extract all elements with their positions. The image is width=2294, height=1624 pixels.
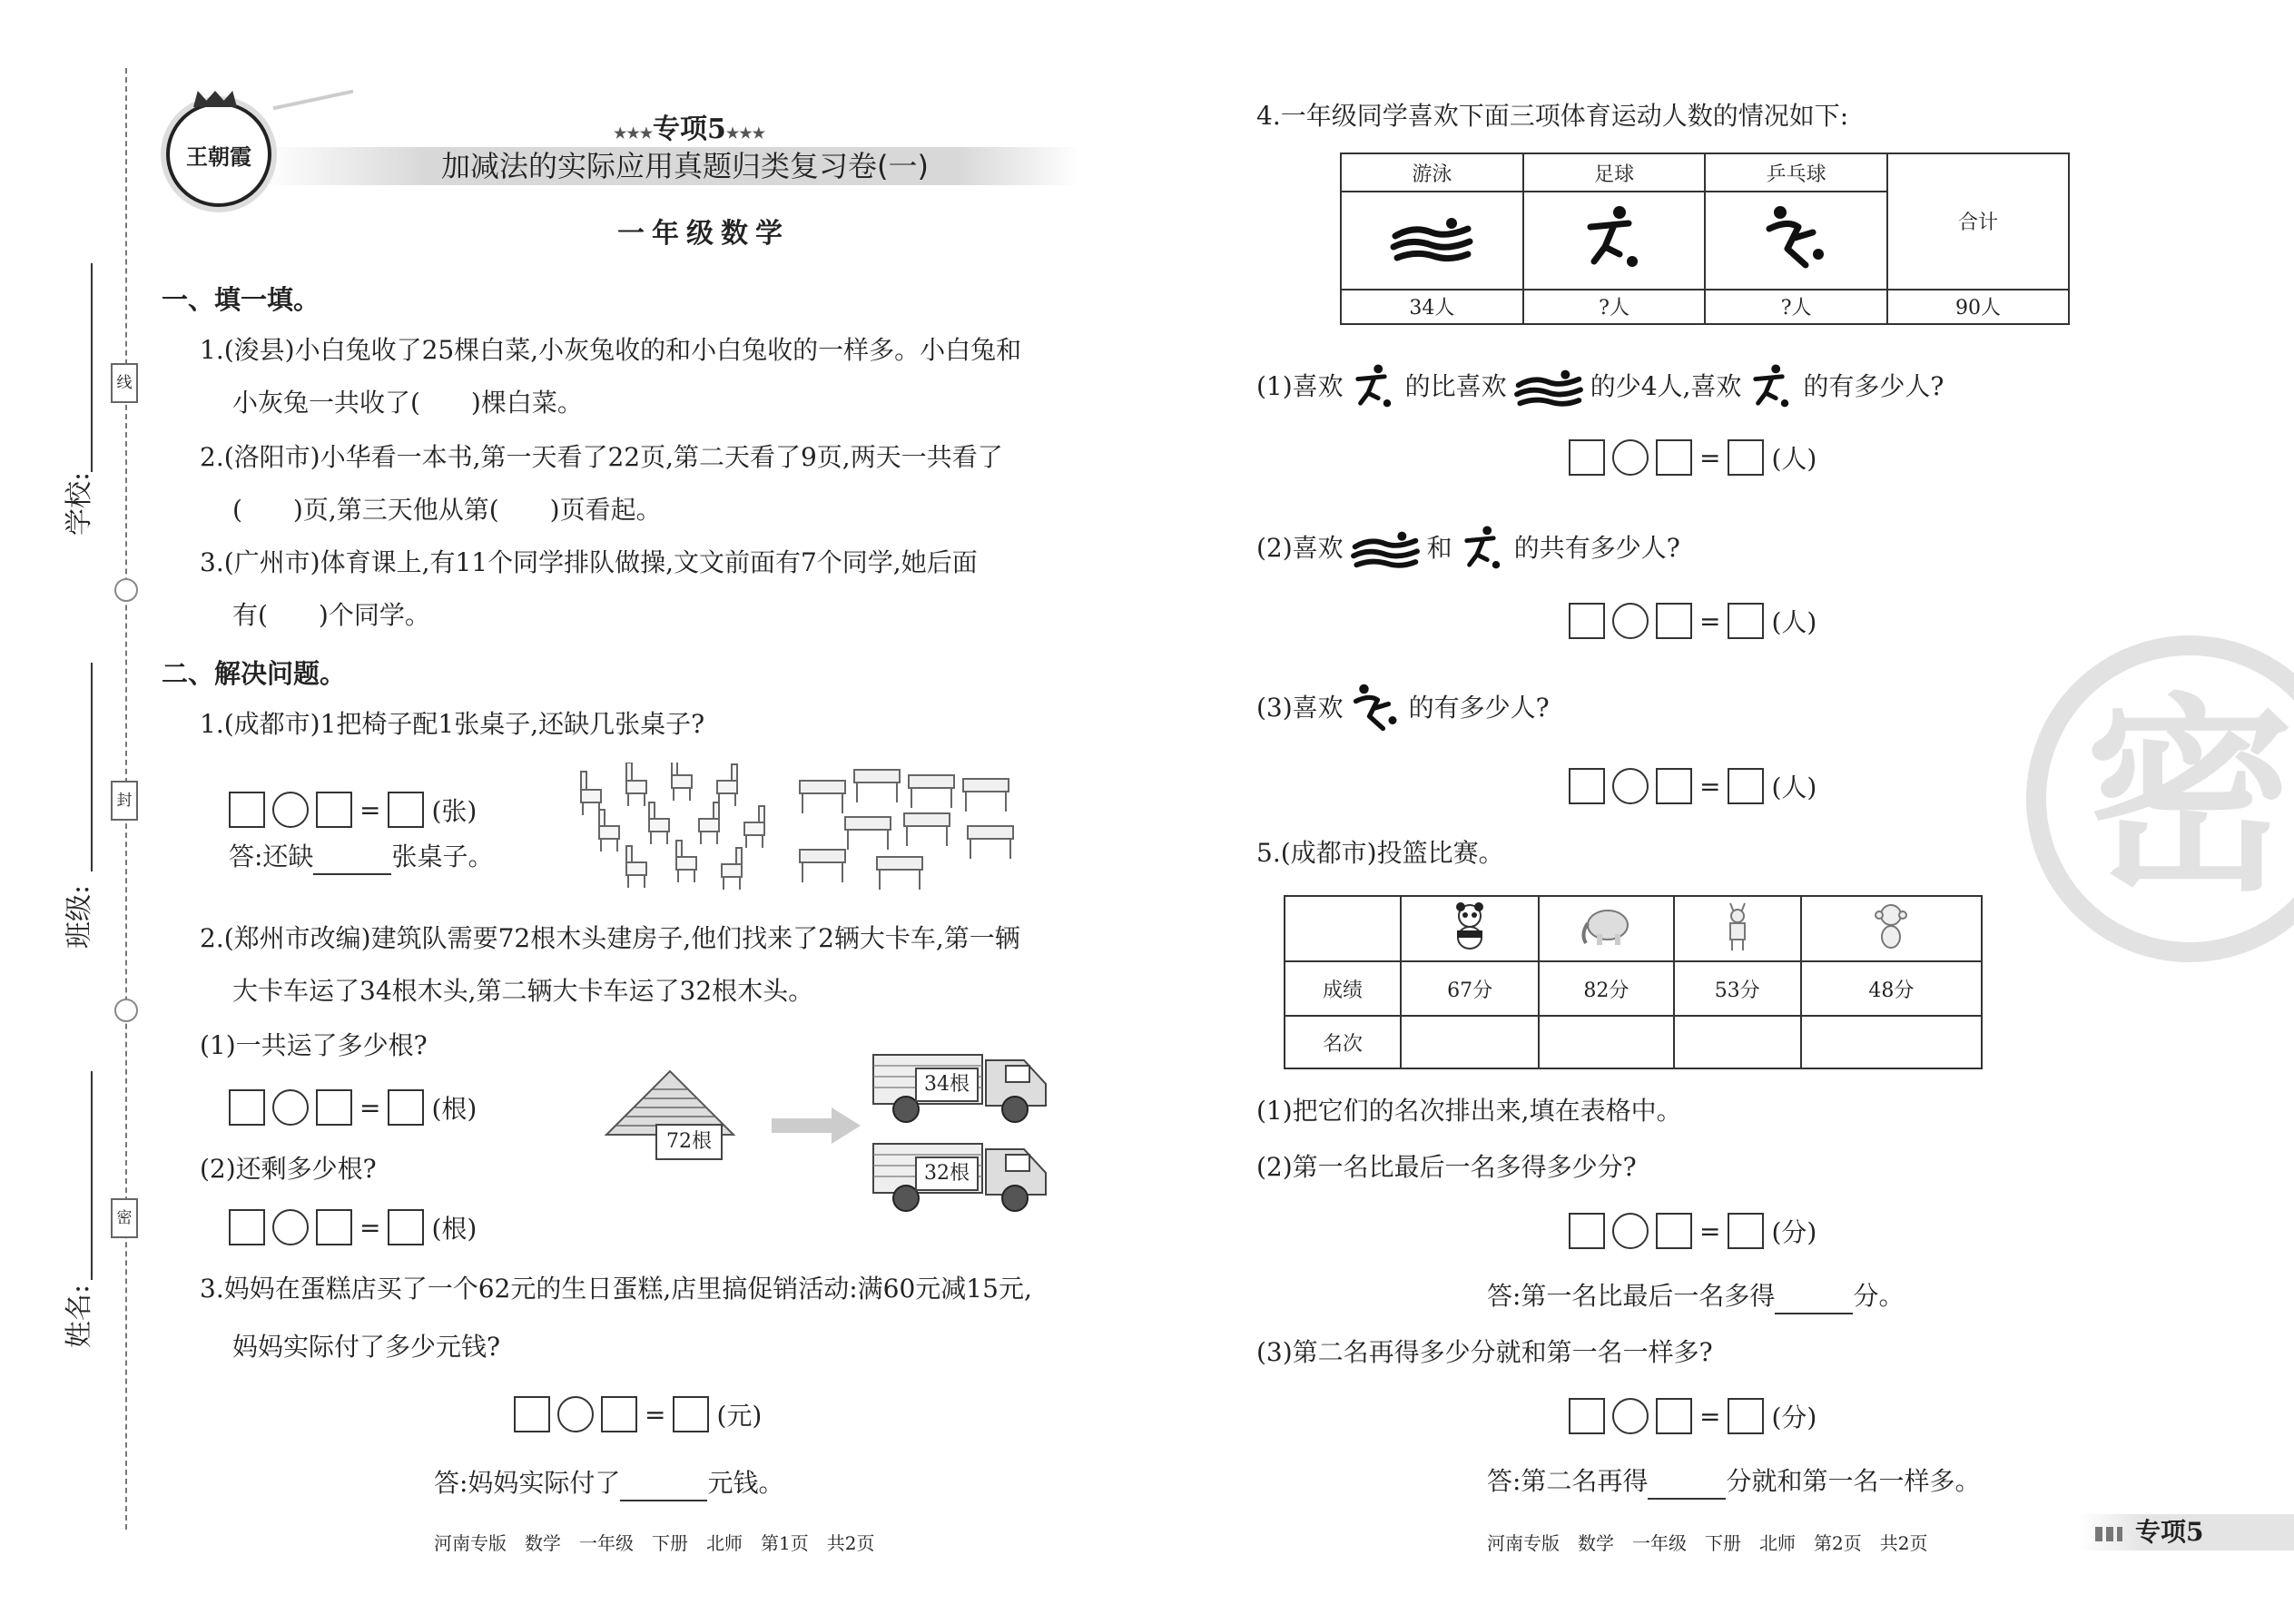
pingpong-cell [1705, 192, 1887, 289]
q4-2-text: (2)喜欢 和 的共有多少人? [1256, 523, 1680, 574]
q2-3-equation: = (元) [514, 1396, 762, 1432]
unit-label: (分) [1771, 1403, 1817, 1432]
arrow-right-icon [832, 1107, 861, 1144]
answer-box[interactable] [316, 792, 352, 828]
answer-box[interactable] [514, 1396, 550, 1432]
chair-icon [649, 802, 669, 844]
answer-box[interactable] [1728, 768, 1764, 804]
answer-blank[interactable] [313, 846, 391, 875]
q5-2-equation: = (分) [1569, 1213, 1816, 1249]
swim-count: 34人 [1341, 290, 1523, 324]
table-icon [845, 817, 891, 850]
section-solve: 二、解决问题。 [162, 658, 347, 689]
operator-circle[interactable] [272, 1209, 309, 1245]
series-label: ★★★专项5★★★ [614, 113, 765, 145]
operator-circle[interactable] [1612, 768, 1649, 804]
answer-box[interactable] [229, 792, 265, 828]
q5-text: 5.(成都市)投篮比赛。 [1256, 838, 1504, 868]
operator-circle[interactable] [1612, 439, 1649, 476]
swimming-icon [1349, 526, 1422, 571]
name-label: 姓名: [64, 1284, 95, 1348]
logo-text: 王朝霞 [186, 143, 251, 170]
panda-icon [1450, 901, 1490, 950]
q1-3-line2: 有( )个同学。 [232, 600, 430, 630]
answer-box[interactable] [388, 792, 424, 828]
sports-table [1340, 153, 2070, 325]
chair-icon [581, 772, 601, 815]
football-icon [1349, 361, 1400, 412]
answer-box[interactable] [229, 1209, 265, 1245]
chair-icon [626, 763, 646, 806]
chair-icon [699, 802, 719, 844]
football-icon [1747, 361, 1797, 412]
panda-cell [1401, 896, 1539, 961]
chairs-illustration [572, 763, 772, 899]
unit-label: (分) [1771, 1217, 1817, 1247]
answer-box[interactable] [1569, 1213, 1605, 1249]
table-icon [877, 857, 922, 890]
q5-3-answer: 答:第二名再得 分就和第一名一样多。 [1487, 1463, 1980, 1500]
q5-3-equation: = (分) [1569, 1398, 1816, 1434]
score-deer: 53分 [1674, 961, 1801, 1016]
score-panda: 67分 [1401, 961, 1539, 1016]
swimming-icon [1388, 211, 1475, 265]
operator-circle[interactable] [1612, 1398, 1649, 1434]
table-icon [800, 781, 845, 813]
pingpong-icon [1349, 681, 1403, 735]
answer-box[interactable] [1569, 439, 1605, 476]
q2-2-line1: 2.(郑州市改编)建筑队需要72根木头建房子,他们找来了2辆大卡车,第一辆 [200, 923, 1020, 953]
chair-icon [676, 841, 696, 882]
answer-box[interactable] [229, 1089, 265, 1126]
chair-icon [599, 810, 619, 851]
answer-box[interactable] [673, 1396, 709, 1432]
rank-elephant[interactable] [1539, 1016, 1673, 1068]
q2-1-text: 1.(成都市)1把椅子配1张桌子,还缺几张桌子? [200, 709, 705, 739]
corner-cell [1285, 896, 1401, 961]
sport-header-swim: 游泳 [1341, 153, 1523, 192]
logs-label: 72根 [655, 1124, 723, 1160]
answer-box[interactable] [1656, 1213, 1692, 1249]
q1-3-line1: 3.(广州市)体育课上,有11个同学排队做操,文文前面有7个同学,她后面 [200, 547, 978, 577]
basketball-table [1284, 895, 1983, 1069]
section-fill-in: 一、填一填。 [162, 284, 320, 315]
footer-page-2: 河南专版 数学 一年级 下册 北师 第2页 共2页 [1487, 1532, 1928, 1554]
q2-3-line1: 3.妈妈在蛋糕店买了一个62元的生日蛋糕,店里搞促销活动:满60元减15元, [200, 1274, 1032, 1304]
unit-label: (人) [1771, 607, 1817, 637]
q1-1-line2: 小灰兔一共收了( )棵白菜。 [232, 388, 583, 418]
rank-row-label: 名次 [1285, 1016, 1401, 1068]
q2-2-equation-2: = (根) [229, 1209, 477, 1245]
football-icon [1458, 523, 1509, 574]
score-row-label: 成绩 [1285, 961, 1401, 1016]
q5-3-text: (3)第二名再得多少分就和第一名一样多? [1256, 1337, 1713, 1367]
answer-box[interactable] [1656, 1398, 1692, 1434]
operator-circle[interactable] [1612, 603, 1649, 639]
arrow-right-icon [772, 1118, 835, 1133]
chair-icon [626, 846, 646, 888]
binding-mark-2: 封 [111, 781, 138, 821]
answer-box[interactable] [1656, 439, 1692, 476]
answer-box[interactable] [1728, 439, 1764, 476]
unit-label: (根) [431, 1214, 478, 1244]
deer-icon [1718, 900, 1757, 952]
operator-circle[interactable] [272, 1089, 309, 1126]
tab-squares-icon [2095, 1527, 2122, 1541]
answer-box[interactable] [1728, 1213, 1764, 1249]
stamp-text: 密 [2084, 677, 2294, 920]
answer-box[interactable] [316, 1209, 352, 1245]
ornament-icon [114, 999, 138, 1022]
answer-blank[interactable] [1648, 1471, 1726, 1500]
answer-box[interactable] [1569, 768, 1605, 804]
football-icon [1578, 202, 1650, 274]
q2-2-line2: 大卡车运了34根木头,第二辆大卡车运了32根木头。 [232, 976, 814, 1006]
answer-box[interactable] [316, 1089, 352, 1126]
sport-header-pingpong: 乒乓球 [1705, 153, 1887, 192]
q5-1-text: (1)把它们的名次排出来,填在表格中。 [1256, 1096, 1682, 1126]
table-icon [909, 775, 954, 808]
elephant-cell [1539, 896, 1673, 961]
operator-circle[interactable] [557, 1396, 594, 1432]
q2-2-sub1: (1)一共运了多少根? [200, 1030, 428, 1060]
binding-mark-3: 密 [111, 1198, 138, 1238]
unit-label: (根) [431, 1094, 478, 1124]
q4-3-equation: = (人) [1569, 768, 1816, 804]
table-icon [968, 826, 1013, 859]
binding-mark-1: 线 [111, 363, 138, 403]
answer-box[interactable] [1656, 603, 1692, 639]
rank-deer[interactable] [1674, 1016, 1801, 1068]
score-elephant: 82分 [1539, 961, 1673, 1016]
ribbon-decoration [273, 90, 354, 111]
q2-3-line2: 妈妈实际付了多少元钱? [232, 1332, 501, 1362]
football-cell [1523, 192, 1706, 289]
footer-page-1: 河南专版 数学 一年级 下册 北师 第1页 共2页 [434, 1532, 875, 1554]
chair-icon [672, 763, 692, 801]
answer-box[interactable] [1656, 768, 1692, 804]
q4-3-text: (3)喜欢 的有多少人? [1256, 681, 1550, 735]
school-line [91, 263, 93, 472]
q4-text: 4.一年级同学喜欢下面三项体育运动人数的情况如下: [1256, 101, 1849, 131]
q4-1-text: (1)喜欢 的比喜欢 的少4人,喜欢 的有多少人? [1256, 361, 1944, 412]
operator-circle[interactable] [272, 792, 309, 828]
q2-2-sub2: (2)还剩多少根? [200, 1154, 377, 1184]
crown-icon [193, 91, 237, 107]
unit-label: (人) [1771, 773, 1817, 802]
operator-circle[interactable] [1612, 1213, 1649, 1249]
unit-label: (人) [1771, 444, 1817, 474]
answer-box[interactable] [601, 1396, 637, 1432]
rank-monkey[interactable] [1801, 1016, 1982, 1068]
total-header: 合计 [1887, 153, 2069, 290]
q5-2-text: (2)第一名比最后一名多得多少分? [1256, 1152, 1637, 1182]
table-icon [963, 779, 1009, 812]
truck-2-label: 32根 [915, 1156, 979, 1191]
class-line [91, 663, 93, 871]
q1-2-line2: ( )页,第三天他从第( )页看起。 [232, 495, 662, 525]
unit-label: (元) [716, 1401, 763, 1431]
q2-1-answer: 答:还缺 张桌子。 [229, 839, 493, 875]
q1-1-line1: 1.(浚县)小白兔收了25棵白菜,小灰兔收的和小白兔收的一样多。小白兔和 [200, 335, 1022, 365]
name-line [91, 1071, 93, 1280]
answer-box[interactable] [1569, 1398, 1605, 1434]
sport-header-football: 足球 [1523, 153, 1706, 192]
watermark-stamp [2026, 635, 2294, 962]
q1-2-line1: 2.(洛阳市)小华看一本书,第一天看了22页,第二天看了9页,两天一共看了 [200, 442, 1003, 472]
q2-1-equation: = (张) [229, 792, 477, 828]
pingpong-count: ?人 [1705, 290, 1887, 324]
pingpong-icon [1760, 202, 1833, 274]
q5-2-answer: 答:第一名比最后一名多得 分。 [1487, 1278, 1904, 1314]
table-icon [904, 813, 950, 846]
table-icon [800, 850, 845, 882]
page-tab-label: 专项5 [2135, 1517, 2204, 1547]
unit-label: (张) [431, 796, 478, 826]
school-label: 学校: [64, 471, 95, 536]
answer-blank[interactable] [620, 1472, 707, 1501]
answer-box[interactable] [388, 1089, 424, 1126]
chair-icon [722, 848, 742, 890]
q4-2-equation: = (人) [1569, 603, 1816, 639]
elephant-icon [1577, 903, 1635, 949]
answer-box[interactable] [1728, 603, 1764, 639]
monkey-cell [1801, 896, 1982, 961]
publisher-logo [166, 102, 271, 207]
class-label: 班级: [64, 884, 95, 949]
q4-1-equation: = (人) [1569, 439, 1816, 476]
football-count: ?人 [1523, 290, 1706, 324]
answer-box[interactable] [1569, 603, 1605, 639]
tables-illustration [795, 763, 1022, 899]
answer-blank[interactable] [1775, 1285, 1853, 1314]
chair-icon [744, 806, 764, 848]
q2-2-equation-1: = (根) [229, 1089, 477, 1126]
swim-cell [1341, 192, 1523, 289]
rank-panda[interactable] [1401, 1016, 1539, 1068]
q2-3-answer: 答:妈妈实际付了 元钱。 [434, 1465, 783, 1501]
score-monkey: 48分 [1801, 961, 1982, 1016]
page-subtitle: 一年级数学 [617, 218, 790, 250]
swimming-icon [1512, 364, 1585, 409]
monkey-icon [1871, 901, 1911, 951]
ornament-icon [114, 578, 138, 602]
total-count: 90人 [1887, 290, 2069, 324]
answer-box[interactable] [388, 1209, 424, 1245]
truck-1-label: 34根 [915, 1068, 979, 1102]
deer-cell [1674, 896, 1801, 961]
table-icon [854, 770, 900, 802]
chair-icon [717, 764, 737, 806]
answer-box[interactable] [1728, 1398, 1764, 1434]
page-title: 加减法的实际应用真题归类复习卷(一) [441, 149, 929, 183]
